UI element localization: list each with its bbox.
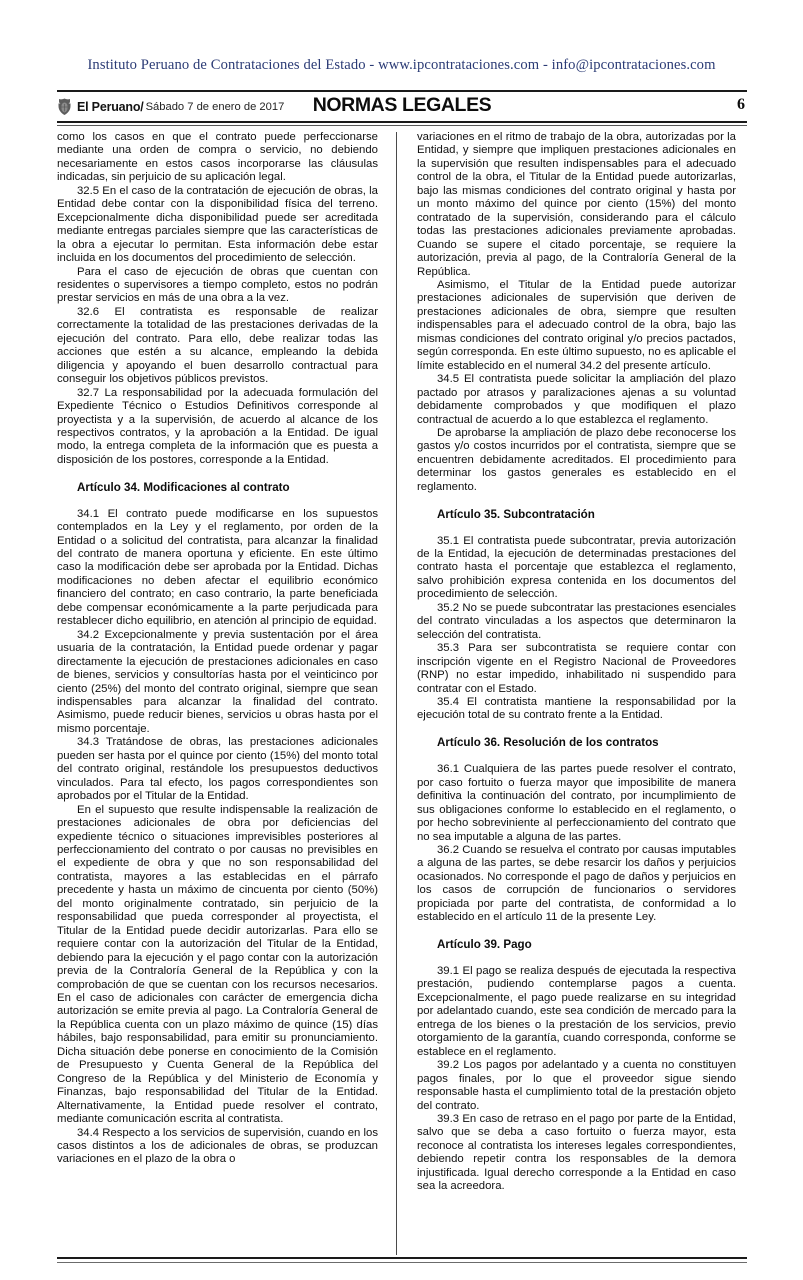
- body-paragraph: 32.7 La responsabilidad por la adecuada formulación del Expediente Técnico o Estudios Definitivos corresponde al proyectista y a la supervisión, de acuerdo al alcance de los respectivos contratos, y la aprobación a la Entidad. De igual modo, la entrega completa de la información que es puesta a disposición de los postores, corresponde a la Entidad.: [57, 386, 378, 466]
- body-paragraph: 32.5 En el caso de la contratación de ejecución de obras, la Entidad debe contar con la disponibilidad física del terreno. Excepcionalmente dicha disponibilidad puede ser acreditada mediante entregas parciales siempre que las características de la obra a ejecutar lo permitan. Esta información debe estar incluida en los documentos del procedimiento de selección.: [57, 184, 378, 265]
- body-paragraph: 35.2 No se puede subcontratar las prestaciones esenciales del contrato vinculadas a los aspectos que determinaron la selección del contratista.: [417, 601, 736, 641]
- heading-spacer-after: [57, 494, 378, 507]
- masthead: [57, 90, 747, 128]
- body-paragraph: Asimismo, el Titular de la Entidad puede autorizar prestaciones adicionales de supervisión que deriven de prestaciones adicionales de obra, siempre que resulten indispensables para el adecuado control de la obra, bajo las mismas condiciones del contrato original y/o precios pactados, según corresponda. En este último supuesto, no es aplicable el límite establecido en el numeral 34.2 del presente artículo.: [417, 278, 736, 372]
- article-heading: Artículo 35. Subcontratación: [437, 507, 595, 521]
- article-heading: Artículo 36. Resolución de los contratos: [437, 736, 659, 750]
- left-column: [57, 131, 387, 1255]
- masthead-issue-date: Sábado 7 de enero de 2017: [145, 100, 285, 113]
- heading-spacer-before: [57, 467, 378, 480]
- body-paragraph: 34.3 Tratándose de obras, las prestaciones adicionales pueden ser hasta por el quince por ciento (15%) del monto total del contrato original, restándole los presupuestos deductivos vinculados. Para tal efecto, los pagos correspondientes son aprobados por el Titular de la Entidad.: [57, 736, 378, 803]
- body-paragraph: En el supuesto que resulte indispensable la realización de prestaciones adicionales de obra por deficiencias del expediente técnico o situaciones imprevisibles posteriores al perfeccionamiento del contrato o por causas no previsibles en el expediente de obra y que no son responsabilidad del contratista, mayores a las establecidas en el párrafo precedente y hasta un máximo de cincuenta por ciento (50%) del monto originalmente contratado, sin perjuicio de la responsabilidad que pueda corresponder al proyectista, el Titular de la Entidad puede decidir autorizarlas. Para ello se requiere contar con la autorización del Titular de la Entidad, debiendo para la ejecución y el pago contar con la autorización previa de la Contraloría General de la República y con la comprobación de que se cuentan con los recursos necesarios. En el caso de adicionales con carácter de emergencia dicha autorización se emite previa al pago. La Contraloría General de la República cuenta con un plazo máximo de quince (15) días hábiles, bajo responsabilidad, para emitir su pronunciamiento. Dicha situación debe ponerse en conocimiento de la Comisión de Presupuesto y Cuenta General de la República del Congreso de la República y del Ministerio de Economía y Finanzas, bajo responsabilidad del Titular de la Entidad. Alternativamente, la Entidad puede resolver el contrato, mediante comunicación escrita al contratista.: [57, 803, 378, 1126]
- section-title: NORMAS LEGALES: [312, 94, 492, 116]
- masthead-rule-bottom-thick: [57, 121, 747, 123]
- masthead-rule-top: [57, 90, 747, 92]
- heading-spacer-before: [417, 925, 736, 938]
- body-paragraph: variaciones en el ritmo de trabajo de la obra, autorizadas por la Entidad, y siempre que impliquen prestaciones adicionales en la supervisión que resulten indispensables para el adecuado control de la obra, el Titular de la Entidad puede autorizarlas, bajo las mismas condiciones del contrato original y hasta por un monto máximo del quince por ciento (15%) del monto contratado de la supervisión, considerando para el cálculo todas las prestaciones adicionales previamente aprobadas. Cuando se supere el citado porcentaje, se requiere la autorización, previa al pago, de la Contraloría General de la República.: [417, 131, 736, 278]
- masthead-separator: /: [140, 99, 144, 114]
- body-paragraph: 36.2 Cuando se resuelva el contrato por causas imputables a alguna de las partes, se debe resarcir los daños y perjuicios ocasionados. No corresponde el pago de daños y perjuicios en los casos de corrupción de funcionarios o servidores propiciada por parte del contratista, de conformidad a lo establecido en el artículo 11 de la presente Ley.: [417, 843, 736, 924]
- footer-rules: [57, 1257, 747, 1263]
- body-paragraph: 32.6 El contratista es responsable de realizar correctamente la totalidad de las prestaciones derivadas de la ejecución del contrato. Para ello, debe realizar todas las acciones que estén a su alcance, empleando la debida diligencia y apoyando el buen desarrollo contractual para conseguir los objetivos públicos previstos.: [57, 305, 378, 386]
- page-number: 6: [737, 96, 745, 113]
- heading-spacer-before: [417, 723, 736, 736]
- masthead-rule-bottom-thin: [57, 125, 747, 126]
- body-paragraph: Para el caso de ejecución de obras que cuentan con residentes o supervisores a tiempo completo, estos no podrán prestar servicios en más de una obra a la vez.: [57, 265, 378, 305]
- article-heading: Artículo 34. Modificaciones al contrato: [77, 480, 290, 494]
- body-paragraph: 35.1 El contratista puede subcontratar, previa autorización de la Entidad, la ejecución de determinadas prestaciones del contrato hasta el porcentaje que establezca el reglamento, salvo prohibición expresa contenida en los documentos del procedimiento de selección.: [417, 534, 736, 601]
- body-paragraph: 34.4 Respecto a los servicios de supervisión, cuando en los casos distintos a los de adicionales de obras, se produzcan variaciones en el plazo de la obra o: [57, 1126, 378, 1166]
- footer-rule-thin: [57, 1262, 747, 1263]
- heading-spacer-after: [417, 952, 736, 965]
- body-paragraph: como los casos en que el contrato puede perfeccionarse mediante una orden de compra o servicio, no debiendo necesariamente en estos casos incorporarse las cláusulas indicadas, sin perjuicio de su aplicación legal.: [57, 131, 378, 184]
- body-paragraph: 36.1 Cualquiera de las partes puede resolver el contrato, por caso fortuito o fuerza mayor que imposibilite de manera definitiva la continuación del contrato, por incumplimiento de sus obligaciones conforme lo establecido en el reglamento, o por hecho sobreviniente al perfeccionamiento del contrato que no sea imputable a alguna de las partes.: [417, 763, 736, 843]
- institute-header-line: Instituto Peruano de Contrataciones del Estado - www.ipcontrataciones.com - info@ipcontrataciones.com: [87, 57, 716, 73]
- body-paragraph: 39.1 El pago se realiza después de ejecutada la respectiva prestación, pudiendo contemplarse pagos a cuenta. Excepcionalmente, el pago puede realizarse en su integridad por adelantado cuando, este sea condición de mercado para la entrega de los bienes o la prestación de los servicios, previo otorgamiento de la garantía, cuando corresponda, conforme se establece en el reglamento.: [417, 965, 736, 1058]
- heading-spacer-after: [417, 750, 736, 763]
- right-column: [406, 131, 736, 1255]
- body-paragraph: 34.2 Excepcionalmente y previa sustentación por el área usuaria de la contratación, la Entidad puede ordenar y pagar directamente la ejecución de prestaciones adicionales en caso de bienes, servicios y consultorías hasta por el veinticinco por ciento (25%) del monto del contrato original, siempre que sean indispensables para alcanzar la finalidad del contrato. Asimismo, puede reducir bienes, servicios u obras hasta por el mismo porcentaje.: [57, 628, 378, 735]
- body-paragraph: 34.5 El contratista puede solicitar la ampliación del plazo pactado por atrasos y paralizaciones ajenas a su voluntad debidamente comprobados y que modifiquen el plazo contractual de acuerdo a lo que establezca el reglamento.: [417, 373, 736, 426]
- masthead-brand: El Peruano/: [77, 99, 144, 114]
- body-paragraph: 39.2 Los pagos por adelantado y a cuenta no constituyen pagos finales, por lo que el proveedor sigue siendo responsable hasta el cumplimiento total de la prestación objeto del contrato.: [417, 1059, 736, 1112]
- body-paragraph: 39.3 En caso de retraso en el pago por parte de la Entidad, salvo que se deba a caso fortuito o fuerza mayor, esta reconoce al contratista los intereses legales correspondientes, debiendo repetir contra los responsables de la demora injustificada. Igual derecho corresponde a la Entidad en caso sea la acreedora.: [417, 1112, 736, 1193]
- two-column-body: [57, 131, 747, 1255]
- heading-spacer-after: [417, 521, 736, 534]
- heading-spacer-before: [417, 494, 736, 507]
- body-paragraph: 34.1 El contrato puede modificarse en los supuestos contemplados en la Ley y el reglamento, por orden de la Entidad o a solicitud del contratista, para alcanzar la finalidad del contrato de manera oportuna y eficiente. En este último caso la modificación debe ser aprobada por la Entidad. Dichas modificaciones no deben afectar el equilibrio económico financiero del contrato; en caso contrario, la parte beneficiada debe compensar económicamente a la parte perjudicada para restablecer dicho equilibrio, en atención al principio de equidad.: [57, 507, 378, 628]
- footer-rule-thick: [57, 1257, 747, 1259]
- body-paragraph: 35.3 Para ser subcontratista se requiere contar con inscripción vigente en el Registro Nacional de Proveedores (RNP) no estar impedido, inhabilitado ni suspendido para contratar con el Estado.: [417, 642, 736, 695]
- article-heading: Artículo 39. Pago: [437, 938, 532, 952]
- coat-of-arms-icon: [57, 98, 72, 116]
- column-divider: [396, 132, 397, 1255]
- body-paragraph: 35.4 El contratista mantiene la responsabilidad por la ejecución total de su contrato frente a la Entidad.: [417, 696, 736, 722]
- body-paragraph: De aprobarse la ampliación de plazo debe reconocerse los gastos y/o costos incurridos por el contratista, siempre que se encuentren debidamente acreditados. El procedimiento para determinar los gastos generales es establecido en el reglamento.: [417, 426, 736, 493]
